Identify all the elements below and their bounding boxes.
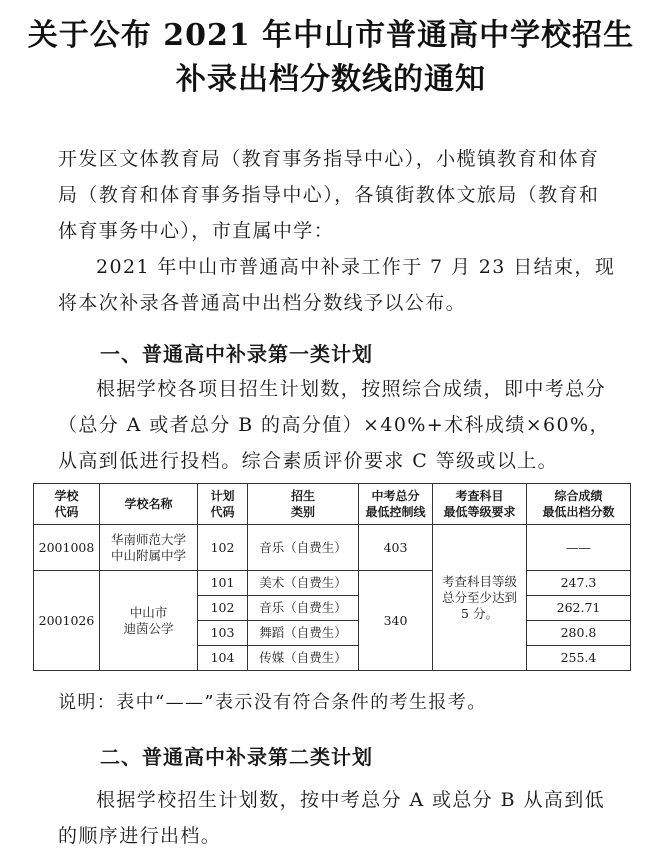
- table-note: 说明：表中“——”表示没有符合条件的考生报考。: [58, 692, 487, 713]
- document-title-line-2: 补录出档分数线的通知: [176, 62, 486, 97]
- category-cell: 音乐（自费生）: [248, 525, 359, 571]
- col-header-min-total: 中考总分 最低控制线: [359, 484, 433, 525]
- section-1-heading: 一、普通高中补录第一类计划: [100, 342, 373, 366]
- category-cell: 传媒（自费生）: [248, 646, 359, 671]
- plan-code-cell: 101: [198, 571, 248, 596]
- table-row: [34, 525, 631, 571]
- recipients-paragraph: 开发区文体教育局（教育事务指导中心），小榄镇教育和体育局（教育和体育事务指导中心），各镇街教体文旅局（教育和体育事务中心），市直属中学：: [58, 148, 600, 242]
- cutoff-score-table: [33, 483, 631, 671]
- section-2-body: 根据学校招生计划数，按中考总分 A 或总分 B 从高到低的顺序进行出档。: [58, 789, 606, 847]
- school-code-cell: 2001026: [34, 571, 100, 671]
- plan-code-cell: 104: [198, 646, 248, 671]
- min-score-cell: 262.71: [527, 596, 631, 621]
- plan-code-cell: 103: [198, 621, 248, 646]
- category-cell: 舞蹈（自费生）: [248, 621, 359, 646]
- col-header-min-score: 综合成绩 最低出档分数: [527, 484, 631, 525]
- subject-requirement-cell: 考查科目等级 总分至少达到 5 分。: [433, 525, 527, 671]
- col-header-school-name: 学校名称: [100, 484, 198, 525]
- col-header-category: 招生 类别: [248, 484, 359, 525]
- min-score-cell: 255.4: [527, 646, 631, 671]
- school-name-cell: 中山市 迪茵公学: [100, 571, 198, 671]
- plan-code-cell: 102: [198, 525, 248, 571]
- col-header-subject-requirement: 考查科目 最低等级要求: [433, 484, 527, 525]
- school-name-cell: 华南师范大学 中山附属中学: [100, 525, 198, 571]
- min-score-cell: ——: [527, 525, 631, 571]
- section-2-heading: 二、普通高中补录第二类计划: [100, 745, 373, 769]
- table-row: [34, 571, 631, 596]
- min-score-cell: 280.8: [527, 621, 631, 646]
- school-code-cell: 2001008: [34, 525, 100, 571]
- min-total-cell: 340: [359, 571, 433, 671]
- category-cell: 音乐（自费生）: [248, 596, 359, 621]
- min-total-cell: 403: [359, 525, 433, 571]
- col-header-school-code: 学校 代码: [34, 484, 100, 525]
- section-1-body: 根据学校各项目招生计划数，按照综合成绩，即中考总分（总分 A 或者总分 B 的高分值）×40%+术科成绩×60%，从高到低进行投档。综合素质评价要求 C 等级或以上。: [58, 378, 610, 472]
- document-title-line-1: 关于公布 2021 年中山市普通高中学校招生: [27, 18, 635, 53]
- plan-code-cell: 102: [198, 596, 248, 621]
- min-score-cell: 247.3: [527, 571, 631, 596]
- table-header-row: [34, 484, 631, 525]
- statement-paragraph: 2021 年中山市普通高中补录工作于 7 月 23 日结束，现将本次补录各普通高中出档分数线予以公布。: [58, 256, 616, 314]
- col-header-plan-code: 计划 代码: [198, 484, 248, 525]
- category-cell: 美术（自费生）: [248, 571, 359, 596]
